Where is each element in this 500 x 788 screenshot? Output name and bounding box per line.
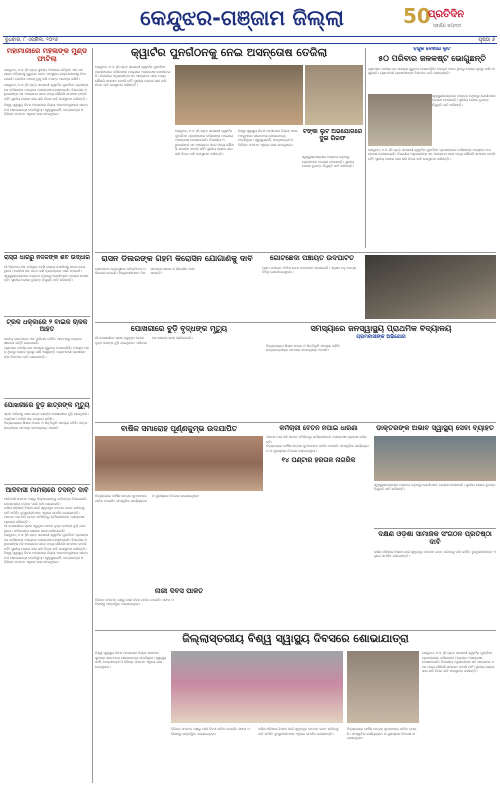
logo-tagline: ସ୍ଵର୍ଣ୍ଣ ଜୟନ୍ତୀ bbox=[433, 24, 462, 29]
article-body: କେନ୍ଦୁଝର, ୭।୪ (ନି.ପ୍ର): ସରକାରୀ କ୍ୱାର୍ଟର ପୁନର୍ଗଠନ ପ୍ରସଙ୍ଗରେ ବାସିନ୍ଦାଙ୍କ ମଧ୍ୟରେ ଅସନ୍ତୋଷ ଦେଖାଦେଇଛି। ବିଭାଗୀୟ ଅଧିକାରୀଙ୍କ ସହ ଆଲୋଚନା ପରେ ମଧ୍ୟ କୌଣସି ସମାଧାନ ବାହାରି ନାହିଁ। ସ୍ଥାନୀୟ ଲୋକେ ସଭା କରି ନିଜର ଦାବି ଉପସ୍ଥାପନ କରିଛନ୍ତି। bbox=[95, 65, 171, 87]
news-photo bbox=[347, 651, 419, 723]
headline: ରାସ୍ତା ଧାରରୁ ନିର୍ଦ୍ଦଳଙ୍କ ଶବ ଉଦ୍ଧାର bbox=[4, 255, 90, 261]
divider bbox=[4, 252, 90, 253]
logo-text: ପ୍ରତିଦିନ bbox=[428, 9, 464, 20]
divider bbox=[95, 630, 496, 631]
headline: ବାର୍ଷିକ ସମାରୋହ ପୂର୍ଣ୍ଣକୁମ୍ଭ ଉଦଯାପିତ bbox=[120, 425, 238, 433]
article-bottom bbox=[95, 633, 496, 784]
article-body-cont2: ବିଶ୍ୱ ସ୍ୱାସ୍ଥ୍ୟ ଦିବସ ଅବସରରେ ଜିଲ୍ଲା ସଦରମହକୁମାରେ ସଚେତନତା ଶୋଭାଯାତ୍ରା ବାହାରିଥିଲା। ସ୍ୱାସ୍ଥ୍ୟକର୍ମୀ, ଛାତ୍ରଛାତ୍ରୀ ଓ ବିଭିନ୍ନ ସଂଗଠନ ଏଥିରେ ଭାଗ ନେଇଥିଲେ। bbox=[238, 129, 298, 147]
headline: ରାସନ ଡିଲରଙ୍କ ଗହମ କିରୋସିନ ଯୋଗାଣକୁ ଦାବି bbox=[101, 255, 253, 263]
article-left-top bbox=[4, 48, 90, 250]
article-right-top bbox=[368, 47, 496, 250]
news-photo bbox=[368, 94, 432, 146]
article-body-cont5: ବିଶ୍ୱ ସ୍ୱାସ୍ଥ୍ୟ ଦିବସ ଅବସରରେ ଜିଲ୍ଲା ସଦରମହକୁମାରେ ସଚେତନତା ଶୋଭାଯାତ୍ରା ବାହାରିଥିଲା। ସ୍ୱାସ୍ଥ୍ୟକର୍ମୀ, ଛାତ୍ରଛାତ୍ରୀ ଓ ବିଭିନ୍ନ ସଂଗଠନ ଏଥିରେ ଭାଗ ନେଇଥିଲେ। bbox=[4, 551, 89, 565]
page-number: ପୃଷ୍ଠା ୬ bbox=[478, 37, 495, 43]
article-body: ଗ୍ରାମ ପଞ୍ଚାୟତ ଅଫିସ ଭବନ ଉଦଘାଟନ କରାଯାଇଛି। ଏଥିରେ ବହୁ ଜନପ୍ରତିନିଧି ଯୋଗଦେଇଥିଲେ। bbox=[262, 265, 357, 275]
logo-number: 50 bbox=[403, 4, 431, 28]
logo bbox=[403, 4, 497, 34]
article-body: ଗ୍ରାମରେ ପାନୀୟ ଜଳ ସମସ୍ୟା ଗୁରୁତର ହୋଇପଡ଼ିଛି। ନଳକୂପ ଅଚଳ ଥିବାରୁ ଲୋକେ ଦୂରରୁ ପାଣି ଆଣୁଛନ୍ତି। ଗ୍ରାମବାସୀ ପ୍ରଶାସନଙ୍କ ନିକଟରେ ଦାବି ଜଣାଇଛନ୍ତି। bbox=[368, 66, 495, 76]
headline: ୫୦ ପରିବାର ଜଳକଷ୍ଟ ଭୋଗୁଛନ୍ତି bbox=[378, 53, 486, 63]
news-photo bbox=[95, 436, 263, 491]
article-body: ଗାଁ ପୋଖରୀରେ ସ୍ନାନ କରୁଥିବା ବେଳେ ବୃଦ୍ଧ ଜଣଙ୍କ ବୁଡ଼ି ଯାଇଥିଲେ। ପରିବାରରେ ଶୋକର ଛାୟା ଖେଳିଯାଇଛି। bbox=[95, 336, 193, 345]
news-photo bbox=[175, 65, 303, 125]
column-rule bbox=[365, 48, 366, 248]
article-body-cont2: ଦକ୍ଷିଣ ଓଡ଼ିଶାର ବିକାଶ ପାଇଁ ସ୍ୱତନ୍ତ୍ର ସଂଗଠନ ଗଠନ କରିବାକୁ ଦାବି ଉଠିଛି। ବୁଦ୍ଧିଜୀବୀମାନେ ଏଥିରେ ସମର୍ଥନ ଜଣାଇଛନ୍ତି। bbox=[258, 727, 339, 736]
article-body-cont: ବିଭିନ୍ନ ସଂଗଠନ ପକ୍ଷରୁ ନାରୀ ଦିବସ ପାଳିତ ହୋଇଛି। ସଫଳ ମହିଳାଙ୍କୁ ସମ୍ବର୍ଦ୍ଧିତ କରାଯାଇଥିଲା। bbox=[171, 727, 250, 736]
article-body: ଆଦିବାସୀ ସଂଗଠନ ପକ୍ଷରୁ ଜିଲ୍ଲାପାଳଙ୍କୁ ଦାବିପତ୍ର ଦିଆଯାଇଛି। ଉଚ୍ଚସ୍ତରୀୟ ତଦନ୍ତ ପାଇଁ ଦାବି କରାଯାଇଛି। bbox=[4, 497, 88, 506]
article-body-cont: ଦକ୍ଷିଣ ଓଡ଼ିଶାର ବିକାଶ ପାଇଁ ସ୍ୱତନ୍ତ୍ର ସଂଗଠନ ଗଠନ କରିବାକୁ ଦାବି ଉଠିଛି। ବୁଦ୍ଧିଜୀବୀମାନେ ଏଥିରେ ସମର୍ଥନ ଜଣାଇଛନ୍ତି। bbox=[4, 506, 85, 515]
divider bbox=[4, 398, 90, 399]
headline: ନାରୀ ଦିବସ ପାଳିତ bbox=[154, 588, 204, 595]
article-body-cont2: ଅନେକ ମାସ ଧରି ବେତନ ନମିଳିବାରୁ କର୍ମଚାରୀମାନେ ଅସନ୍ତୋଷ ପ୍ରକାଶ କରିଛନ୍ତି। bbox=[4, 515, 85, 524]
article-body-cont: କେନ୍ଦୁଝର, ୭।୪ (ନି.ପ୍ର): ସରକାରୀ କ୍ୱାର୍ଟର ପୁନର୍ଗଠନ ପ୍ରସଙ୍ଗରେ ବାସିନ୍ଦାଙ୍କ ମଧ୍ୟରେ ଅସନ୍ତୋଷ ଦେଖାଦେଇଛି। ବିଭାଗୀୟ ଅଧିକାରୀଙ୍କ ସହ ଆଲୋଚନା ପରେ ମଧ୍ୟ କୌଣସି ସମାଧାନ ବାହାରି ନାହିଁ। ସ୍ଥାନୀୟ ଲୋକେ ସଭା କରି ନିଜର ଦାବି ଉପସ୍ଥାପନ କରିଛନ୍ତି। bbox=[4, 83, 89, 101]
column-rule bbox=[92, 48, 93, 783]
article-body: ସ୍ୱାସ୍ଥ୍ୟକେନ୍ଦ୍ରରେ ଡାକ୍ତର ନଥିବାରୁ ରୋଗୀମାନେ ହଇରାଣ ହେଉଛନ୍ତି। ସ୍ଥାନୀୟ ଲୋକେ ତୁରନ୍ତ ନିଯୁକ୍ତି ଦାବି କରିଛନ୍ତି। bbox=[374, 482, 496, 492]
headline: ଦକ୍ଷିଣ ଓଡ଼ିଶା ସାମାଜିକ ସଂଗଠନ ପ୍ରତିଷ୍ଠା ଦାବି bbox=[378, 531, 492, 546]
article-body: ଅନେକ ମାସ ଧରି ବେତନ ନମିଳିବାରୁ କର୍ମଚାରୀମାନେ ଅସନ୍ତୋଷ ପ୍ରକାଶ କରିଛନ୍ତି। bbox=[266, 435, 367, 444]
article-school bbox=[266, 325, 496, 420]
article-drown bbox=[95, 325, 263, 420]
kicker: ବନ୍ଦୁକ ଦେଖାଇ ଲୁଟ bbox=[413, 47, 451, 52]
divider bbox=[4, 316, 90, 317]
article-body-cont3: ସ୍ୱାସ୍ଥ୍ୟକେନ୍ଦ୍ରରେ ଡାକ୍ତର ନଥିବାରୁ ରୋଗୀମାନେ ହଇରାଣ ହେଉଛନ୍ତି। ସ୍ଥାନୀୟ ଲୋକେ ତୁରନ୍ତ ନିଯୁକ୍ତି ଦାବି କରିଛନ୍ତି। bbox=[302, 155, 355, 168]
article-body-cont: ଗ୍ରାମରେ ପାନୀୟ ଜଳ ସମସ୍ୟା ଗୁରୁତର ହୋଇପଡ଼ିଛି। ନଳକୂପ ଅଚଳ ଥିବାରୁ ଲୋକେ ଦୂରରୁ ପାଣି ଆଣୁଛନ୍ତି। ଗ୍ରାମବାସୀ ପ୍ରଶାସନଙ୍କ ନିକଟରେ ଦାବି ଜଣାଇଛନ୍ତି। bbox=[4, 345, 90, 359]
article-body: ଜାତୀୟ ରାଜପଥରେ ଏକ ଦୁର୍ଘଟଣା ଘଟିଛି। ଆହତଙ୍କୁ ଡାକ୍ତରଖାନାରେ ଭର୍ତ୍ତି କରାଯାଇଛି। bbox=[4, 336, 82, 346]
divider bbox=[95, 422, 496, 423]
article-body: ବିଦ୍ୟାଳୟର ବାର୍ଷିକ ଉତ୍ସବ ଧୁମଧାମରେ ପାଳିତ ହୋଇଛି। ସାଂସ୍କୃତିକ କାର୍ଯ୍ୟକ୍ରମ ଓ ପୁରସ୍କାର ବିତରଣ କରାଯାଇଥିଲା। bbox=[95, 494, 200, 503]
article-body-cont3: ଗାଁ ପୋଖରୀରେ ସ୍ନାନ କରୁଥିବା ବେଳେ ବୃଦ୍ଧ ଜଣଙ୍କ ବୁଡ଼ି ଯାଇଥିଲେ। ପରିବାରରେ ଶୋକର ଛାୟା ଖେଳିଯାଇଛି। bbox=[4, 524, 86, 533]
article-body: ସ୍ନାନ କରିବାକୁ ଯାଇ ଛାତ୍ର ଜଣଙ୍କ ପୋଖରୀରେ ବୁଡ଼ି ଯାଇଥିଲେ। ଅଗ୍ନିଶମ ବାହିନୀ ଶବ ଉଦ୍ଧାର କରିଛି। bbox=[4, 412, 89, 421]
headline: ପୋଖରୀରେ ବୁଡ଼ି ବୃଦ୍ଧଙ୍କ ମୃତ୍ୟୁ bbox=[130, 325, 228, 333]
divider bbox=[4, 484, 90, 485]
divider bbox=[95, 252, 496, 253]
headline: ଜିଲ୍ଲାସ୍ତରୀୟ ବିଶ୍ୱ ସ୍ୱାସ୍ଥ୍ୟ ଦିବସରେ ଶୋଭାଯାତ୍ରା bbox=[182, 633, 409, 645]
article-body: ଦକ୍ଷିଣ ଓଡ଼ିଶାର ବିକାଶ ପାଇଁ ସ୍ୱତନ୍ତ୍ର ସଂଗଠନ ଗଠନ କରିବାକୁ ଦାବି ଉଠିଛି। ବୁଦ୍ଧିଜୀବୀମାନେ ଏଥିରେ ସମର୍ଥନ ଜଣାଇଛନ୍ତି। bbox=[374, 549, 496, 559]
headline: କ୍ୱାର୍ଟର ପୁନର୍ଗଠନକୁ ନେଇ ଅସନ୍ତୋଷ ତେଜିଲା bbox=[130, 47, 328, 59]
article-left-bottom bbox=[4, 487, 90, 783]
article-body-cont2: ବିଶ୍ୱ ସ୍ୱାସ୍ଥ୍ୟ ଦିବସ ଅବସରରେ ଜିଲ୍ଲା ସଦରମହକୁମାରେ ସଚେତନତା ଶୋଭାଯାତ୍ରା ବାହାରିଥିଲା। ସ୍ୱାସ୍ଥ୍ୟକର୍ମୀ, ଛାତ୍ରଛାତ୍ରୀ ଓ ବିଭିନ୍ନ ସଂଗଠନ ଏଥିରେ ଭାଗ ନେଇଥିଲେ। bbox=[4, 103, 89, 117]
article-panchayat bbox=[262, 255, 362, 319]
date-line: ବୁଧବାର, ୮ ଏପ୍ରିଲ, ୨୦୨୬ bbox=[5, 37, 58, 43]
article-body: ଗାଁ ନିକଟରେ ଶବ ପଡ଼ିଥିବା ଦେଖି ଲୋକେ ପୋଲିସକୁ ଖବର ଦେଇଥିଲେ। ପୋଲିସ ଶବ ଜବତ କରି ବ୍ୟବଚ୍ଛେଦ ପାଇଁ ପଠାଇଛି। bbox=[4, 264, 86, 274]
masthead bbox=[0, 0, 500, 44]
article-body-cont: କେନ୍ଦୁଝର, ୭।୪ (ନି.ପ୍ର): ସରକାରୀ କ୍ୱାର୍ଟର ପୁନର୍ଗଠନ ପ୍ରସଙ୍ଗରେ ବାସିନ୍ଦାଙ୍କ ମଧ୍ୟରେ ଅସନ୍ତୋଷ ଦେଖାଦେଇଛି। ବିଭାଗୀୟ ଅଧିକାରୀଙ୍କ ସହ ଆଲୋଚନା ପରେ ମଧ୍ୟ କୌଣସି ସମାଧାନ ବାହାରି ନାହିଁ। ସ୍ଥାନୀୟ ଲୋକେ ସଭା କରି ନିଜର ଦାବି ଉପସ୍ଥାପନ କରିଛନ୍ତି। bbox=[175, 129, 234, 156]
kicker: ଗ୍ରାମବାସୀଙ୍କ ଅଭିଯୋଗ bbox=[356, 333, 406, 340]
article-body: ବିଭିନ୍ନ ସଂଗଠନ ପକ୍ଷରୁ ନାରୀ ଦିବସ ପାଳିତ ହୋଇଛି। ସଫଳ ମହିଳାଙ୍କୁ ସମ୍ବର୍ଦ୍ଧିତ କରାଯାଇଥିଲା। bbox=[95, 597, 174, 607]
sub-headline: ଟଙ୍କା ଲୁଟ ଅଭିଯୋଗରେ ଦୁଇ ଗିରଫ bbox=[302, 129, 363, 142]
article-body-cont2: କେନ୍ଦୁଝର, ୭।୪ (ନି.ପ୍ର): ସରକାରୀ କ୍ୱାର୍ଟର ପୁନର୍ଗଠନ ପ୍ରସଙ୍ଗରେ ବାସିନ୍ଦାଙ୍କ ମଧ୍ୟରେ ଅସନ୍ତୋଷ ଦେଖାଦେଇଛି। ବିଭାଗୀୟ ଅଧିକାରୀଙ୍କ ସହ ଆଲୋଚନା ପରେ ମଧ୍ୟ କୌଣସି ସମାଧାନ ବାହାରି ନାହିଁ। ସ୍ଥାନୀୟ ଲୋକେ ସଭା କରି ନିଜର ଦାବି ଉପସ୍ଥାପନ କରିଛନ୍ତି। bbox=[368, 147, 496, 161]
page-title: କେନ୍ଦୁଝର-ଗଞ୍ଜାମ ଜିଲ୍ଲା bbox=[140, 6, 344, 30]
article-body-cont3: କେନ୍ଦୁଝର, ୭।୪ (ନି.ପ୍ର): ସରକାରୀ କ୍ୱାର୍ଟର ପୁନର୍ଗଠନ ପ୍ରସଙ୍ଗରେ ବାସିନ୍ଦାଙ୍କ ମଧ୍ୟରେ ଅସନ୍ତୋଷ ଦେଖାଦେଇଛି। ବିଭାଗୀୟ ଅଧିକାରୀଙ୍କ ସହ ଆଲୋଚନା ପରେ ମଧ୍ୟ କୌଣସି ସମାଧାନ ବାହାରି ନାହିଁ। ସ୍ଥାନୀୟ ଲୋକେ ସଭା କରି ନିଜର ଦାବି ଉପସ୍ଥାପନ କରିଛନ୍ତି। bbox=[422, 651, 495, 673]
news-photo bbox=[374, 436, 496, 481]
article-body-cont: ବିଦ୍ୟାଳୟର ବାର୍ଷିକ ଉତ୍ସବ ଧୁମଧାମରେ ପାଳିତ ହୋଇଛି। ସାଂସ୍କୃତିକ କାର୍ଯ୍ୟକ୍ରମ ଓ ପୁରସ୍କାର ବିତରଣ କରାଯାଇଥିଲା। bbox=[266, 444, 369, 453]
headline: ପୋଖରୀରେ ବୁଡ଼ି ଛାତ୍ରଙ୍କ ମୃତ୍ୟୁ bbox=[4, 402, 90, 409]
headline: ଟ୍ରକ ଧକ୍କାରେ ୨ ବାଇକ ଚାଳକ ଆହତ bbox=[6, 319, 88, 334]
divider bbox=[374, 528, 496, 529]
article-body-cont4: କେନ୍ଦୁଝର, ୭।୪ (ନି.ପ୍ର): ସରକାରୀ କ୍ୱାର୍ଟର ପୁନର୍ଗଠନ ପ୍ରସଙ୍ଗରେ ବାସିନ୍ଦାଙ୍କ ମଧ୍ୟରେ ଅସନ୍ତୋଷ ଦେଖାଦେଇଛି। ବିଭାଗୀୟ ଅଧିକାରୀଙ୍କ ସହ ଆଲୋଚନା ପରେ ମଧ୍ୟ କୌଣସି ସମାଧାନ ବାହାରି ନାହିଁ। ସ୍ଥାନୀୟ ଲୋକେ ସଭା କରି ନିଜର ଦାବି ଉପସ୍ଥାପନ କରିଛନ୍ତି। bbox=[4, 533, 89, 551]
date-bar bbox=[3, 36, 497, 44]
headline: କର୍ମଚାରୀ ବେତନ ନପାଇ ଧାରଣା bbox=[279, 425, 358, 432]
article-body: ବିଶ୍ୱ ସ୍ୱାସ୍ଥ୍ୟ ଦିବସ ଅବସରରେ ଜିଲ୍ଲା ସଦରମହକୁମାରେ ସଚେତନତା ଶୋଭାଯାତ୍ରା ବାହାରିଥିଲା। ସ୍ୱାସ୍ଥ୍ୟକର୍ମୀ, ଛାତ୍ରଛାତ୍ରୀ ଓ ବିଭିନ୍ନ ସଂଗଠନ ଏଥିରେ ଭାଗ ନେଇଥିଲେ। bbox=[95, 651, 167, 669]
news-photo bbox=[305, 65, 363, 125]
article-body-cont: ସ୍ୱାସ୍ଥ୍ୟକେନ୍ଦ୍ରରେ ଡାକ୍ତର ନଥିବାରୁ ରୋଗୀମାନେ ହଇରାଣ ହେଉଛନ୍ତି। ସ୍ଥାନୀୟ ଲୋକେ ତୁରନ୍ତ ନିଯୁକ୍ତି ଦାବି କରିଛନ୍ତି। bbox=[432, 93, 496, 107]
headline: ସମସ୍ୟାରେ ଜନସ୍ୱାସ୍ଥ୍ୟ ପ୍ରାଥମିକ ବିଦ୍ୟାଳୟ bbox=[310, 325, 452, 333]
article-women-day bbox=[95, 588, 263, 628]
article-wages bbox=[266, 425, 371, 575]
news-photo bbox=[365, 255, 496, 319]
news-photo bbox=[171, 651, 343, 723]
article-annual bbox=[95, 425, 263, 585]
article-left-mid2 bbox=[4, 319, 90, 394]
article-left-mid bbox=[4, 255, 90, 313]
headline: ଡାକ୍ତରଙ୍କ ଅଭାବ ସ୍ୱାସ୍ଥ୍ୟ ସେବା ବ୍ୟାହତ bbox=[376, 425, 494, 432]
article-body: ବିଦ୍ୟାଳୟରେ ଶିକ୍ଷକ ଅଭାବ ଓ ଭିତ୍ତିଭୂମି ସମସ୍ୟା ରହିଛି। ଛାତ୍ରଛାତ୍ରୀଙ୍କ ପାଠପଢ଼ା ବାଧାପ୍ରାପ୍ତ ହେଉଛି। bbox=[266, 343, 341, 353]
headline: ମହାମାରୀରେ ମହିଳାଙ୍କ ମୁଣ୍ଡ ଫାଟିଲା bbox=[6, 48, 88, 63]
article-body-cont4: ବିଦ୍ୟାଳୟର ବାର୍ଷିକ ଉତ୍ସବ ଧୁମଧାମରେ ପାଳିତ ହୋଇଛି। ସାଂସ୍କୃତିକ କାର୍ଯ୍ୟକ୍ରମ ଓ ପୁରସ୍କାର ବିତରଣ କରାଯାଇଥିଲା। bbox=[347, 727, 417, 740]
sub-headline: ୧୪ ଘଣ୍ଟାର ହରତାଳ ନାଗରିକ bbox=[281, 456, 356, 465]
article-ration bbox=[95, 255, 259, 319]
article-left-low bbox=[4, 402, 90, 482]
headline: ଆଦିବାସୀ ମାମଲାରେ ତଦନ୍ତ ଦାବି bbox=[5, 487, 89, 494]
headline: ଗୋଟଛେଦା ପଞ୍ଚାୟତ ଉଦଘାଟିତ bbox=[270, 255, 354, 262]
article-body: କେନ୍ଦୁଝର, ୭।୪ (ନି.ପ୍ର): ସ୍ଥାନୀୟ ଅଞ୍ଚଳରେ ଘଟିଥିବା ଏକ ଘଟଣାରେ ମହିଳାଙ୍କୁ ଗୁରୁତର ଆହତ ଅବସ୍ଥାରେ ଡାକ୍ତରଖାନାକୁ ନିଆଯାଇଛି। ପୋଲିସ ମାମଲା ରୁଜୁ କରି ତଦନ୍ତ ଆରମ୍ଭ କରିଛି। bbox=[4, 67, 86, 81]
article-body: ଗଣବଣ୍ଟନ ବ୍ୟବସ୍ଥାରେ ଅନିୟମିତତା ଅଭିଯୋଗ ହୋଇଛି। ହିତାଧିକାରୀମାନେ ଠିକ ସମୟରେ ଚାଉଳ ଓ କିରୋସିନ ପାଉନାହାନ୍ତି। bbox=[95, 266, 195, 276]
article-body-cont: ସ୍ୱାସ୍ଥ୍ୟକେନ୍ଦ୍ରରେ ଡାକ୍ତର ନଥିବାରୁ ରୋଗୀମାନେ ହଇରାଣ ହେଉଛନ୍ତି। ସ୍ଥାନୀୟ ଲୋକେ ତୁରନ୍ତ ନିଯୁକ୍ତି ଦାବି କରିଛନ୍ତି। bbox=[4, 273, 89, 283]
article-body-cont: ବିଦ୍ୟାଳୟରେ ଶିକ୍ଷକ ଅଭାବ ଓ ଭିତ୍ତିଭୂମି ସମସ୍ୟା ରହିଛି। ଛାତ୍ରଛାତ୍ରୀଙ୍କ ପାଠପଢ଼ା ବାଧାପ୍ରାପ୍ତ ହେଉଛି। bbox=[4, 421, 88, 430]
article-doctor bbox=[374, 425, 496, 525]
article-main bbox=[95, 47, 363, 250]
divider bbox=[95, 322, 496, 323]
article-south-odisha bbox=[374, 531, 496, 606]
